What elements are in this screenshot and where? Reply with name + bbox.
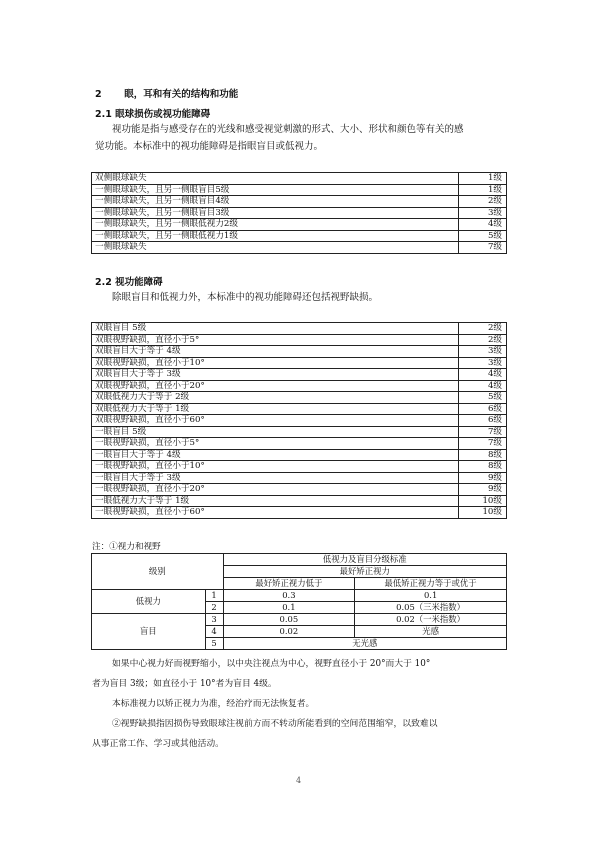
- level-number: 5: [205, 638, 223, 650]
- grade-cell: 4级: [459, 219, 507, 231]
- table-row: [92, 472, 507, 484]
- condition-cell: 双眼盲目大于等于 3级: [92, 369, 459, 381]
- table-row: [92, 334, 507, 346]
- grade-cell: 9级: [459, 484, 507, 496]
- paragraph-line: 除眼盲目和低视力外，本标准中的视功能障碍还包括视野缺损。: [112, 292, 379, 303]
- table-row: [92, 484, 507, 496]
- note-label: 注：①视力和视野: [92, 542, 161, 552]
- table-row: [92, 507, 507, 519]
- grade-cell: 8级: [459, 461, 507, 473]
- low-vision-blindness-table: [91, 553, 507, 650]
- grade-cell: 6级: [459, 415, 507, 427]
- condition-cell: 一侧眼球缺失，且另一侧眼盲目3级: [92, 207, 459, 219]
- condition-cell: 一眼视野缺损，直径小于20°: [92, 484, 459, 496]
- header-level: 级别: [92, 554, 224, 590]
- table-row: [92, 403, 507, 415]
- table-row: [92, 230, 507, 242]
- condition-cell: 双侧眼球缺失: [92, 173, 459, 185]
- grade-cell: 3级: [459, 357, 507, 369]
- grade-cell: 10级: [459, 495, 507, 507]
- table-row: [92, 369, 507, 381]
- section-heading: [95, 86, 238, 100]
- level-number: 1: [205, 590, 223, 602]
- condition-cell: 双眼低视力大于等于 1级: [92, 403, 459, 415]
- page-number: 4: [296, 776, 302, 785]
- table-row: [92, 426, 507, 438]
- note-line: ②视野缺损指因损伤导致眼球注视前方而不转动所能看到的空间范围缩窄，以致难以: [112, 719, 438, 729]
- condition-cell: 双眼盲目大于等于 4级: [92, 346, 459, 358]
- grade-cell: 6级: [459, 403, 507, 415]
- grade-cell: 3级: [459, 207, 507, 219]
- condition-cell: 一眼视野缺损，直径小于10°: [92, 461, 459, 473]
- best-below-value: 0.1: [223, 602, 355, 614]
- table-row: [92, 392, 507, 404]
- section-title: 眼，耳和有关的结构和功能: [124, 89, 239, 100]
- header-best-below: 最好矫正视力低于: [223, 578, 355, 590]
- grade-cell: 3级: [459, 346, 507, 358]
- merged-value: 无光感: [223, 638, 506, 650]
- table-row: [92, 219, 507, 231]
- condition-cell: 一眼盲目大于等于 4级: [92, 449, 459, 461]
- category-blind: 盲目: [92, 614, 206, 650]
- best-below-value: 0.05: [223, 614, 355, 626]
- condition-cell: 一侧眼球缺失，且另一侧眼低视力2级: [92, 219, 459, 231]
- subsection-heading-2-1: 2.1 眼球损伤或视功能障碍: [95, 109, 211, 120]
- min-equal-value: 0.02（一米指数）: [355, 614, 507, 626]
- level-number: 3: [205, 614, 223, 626]
- grade-cell: 1级: [459, 173, 507, 185]
- header-top: 低视力及盲目分级标准: [223, 554, 506, 566]
- condition-cell: 一侧眼球缺失，且另一侧眼盲目4级: [92, 196, 459, 208]
- table-row: [92, 415, 507, 427]
- condition-cell: 一侧眼球缺失，且另一侧眼低视力1级: [92, 230, 459, 242]
- condition-cell: 一眼视野缺损，直径小于5°: [92, 438, 459, 450]
- grade-cell: 9级: [459, 472, 507, 484]
- condition-cell: 双眼盲目 5级: [92, 323, 459, 335]
- condition-cell: 一眼盲目 5级: [92, 426, 459, 438]
- table-row: [92, 196, 507, 208]
- grade-cell: 5级: [459, 392, 507, 404]
- table-row: [92, 495, 507, 507]
- table-row: [92, 346, 507, 358]
- min-equal-value: 0.1: [355, 590, 507, 602]
- level-number: 4: [205, 626, 223, 638]
- header-mid: 最好矫正视力: [223, 566, 506, 578]
- subsection-heading-2-2: 2.2 视功能障碍: [95, 277, 163, 288]
- note-line: 者为盲目 3级；如直径小于 10°者为盲目 4级。: [92, 679, 277, 689]
- paragraph-line: 视功能是指与感受存在的光线和感受视觉刺激的形式、大小、形状和颜色等有关的感: [112, 124, 464, 135]
- min-equal-value: 光感: [355, 626, 507, 638]
- table-row: [92, 323, 507, 335]
- grade-cell: 1级: [459, 184, 507, 196]
- grade-cell: 2级: [459, 334, 507, 346]
- grade-cell: 8级: [459, 449, 507, 461]
- grade-cell: 5级: [459, 230, 507, 242]
- condition-cell: 双眼视野缺损，直径小于5°: [92, 334, 459, 346]
- condition-cell: 一眼盲目大于等于 3级: [92, 472, 459, 484]
- condition-cell: 一眼低视力大于等于 1级: [92, 495, 459, 507]
- vision-impairment-grade-table: [91, 322, 507, 519]
- condition-cell: 一侧眼球缺失: [92, 242, 459, 254]
- grade-cell: 2级: [459, 323, 507, 335]
- table-row: [92, 461, 507, 473]
- condition-cell: 双眼视野缺损，直径小于20°: [92, 380, 459, 392]
- min-equal-value: 0.05（三米指数）: [355, 602, 507, 614]
- level-number: 2: [205, 602, 223, 614]
- grade-cell: 7级: [459, 426, 507, 438]
- condition-cell: 一眼视野缺损，直径小于60°: [92, 507, 459, 519]
- condition-cell: 双眼低视力大于等于 2级: [92, 392, 459, 404]
- grade-cell: 10级: [459, 507, 507, 519]
- section-number: 2: [95, 89, 102, 100]
- table-row: [92, 380, 507, 392]
- grade-cell: 7级: [459, 438, 507, 450]
- header-min-equal: 最低矫正视力等于或优于: [355, 578, 507, 590]
- table-row: [92, 438, 507, 450]
- table-row: [92, 207, 507, 219]
- paragraph-line: 觉功能。本标准中的视功能障碍是指眼盲目或低视力。: [95, 141, 324, 152]
- note-line: 如果中心视力好而视野缩小，以中央注视点为中心，视野直径小于 20°而大于 10°: [112, 659, 431, 669]
- best-below-value: 0.02: [223, 626, 355, 638]
- eye-loss-grade-table: [91, 172, 507, 254]
- condition-cell: 一侧眼球缺失，且另一侧眼盲目5级: [92, 184, 459, 196]
- grade-cell: 7级: [459, 242, 507, 254]
- best-below-value: 0.3: [223, 590, 355, 602]
- condition-cell: 双眼视野缺损，直径小于10°: [92, 357, 459, 369]
- table-row: [92, 449, 507, 461]
- grade-cell: 2级: [459, 196, 507, 208]
- category-low-vision: 低视力: [92, 590, 206, 614]
- table-row: [92, 173, 507, 185]
- note-line: 从事正常工作、学习或其他活动。: [92, 739, 224, 749]
- condition-cell: 双眼视野缺损，直径小于60°: [92, 415, 459, 427]
- grade-cell: 4级: [459, 380, 507, 392]
- table-row: [92, 184, 507, 196]
- note-line: 本标准视力以矫正视力为准，经治疗而无法恢复者。: [112, 699, 315, 709]
- grade-cell: 4级: [459, 369, 507, 381]
- table-row: [92, 242, 507, 254]
- table-row: [92, 357, 507, 369]
